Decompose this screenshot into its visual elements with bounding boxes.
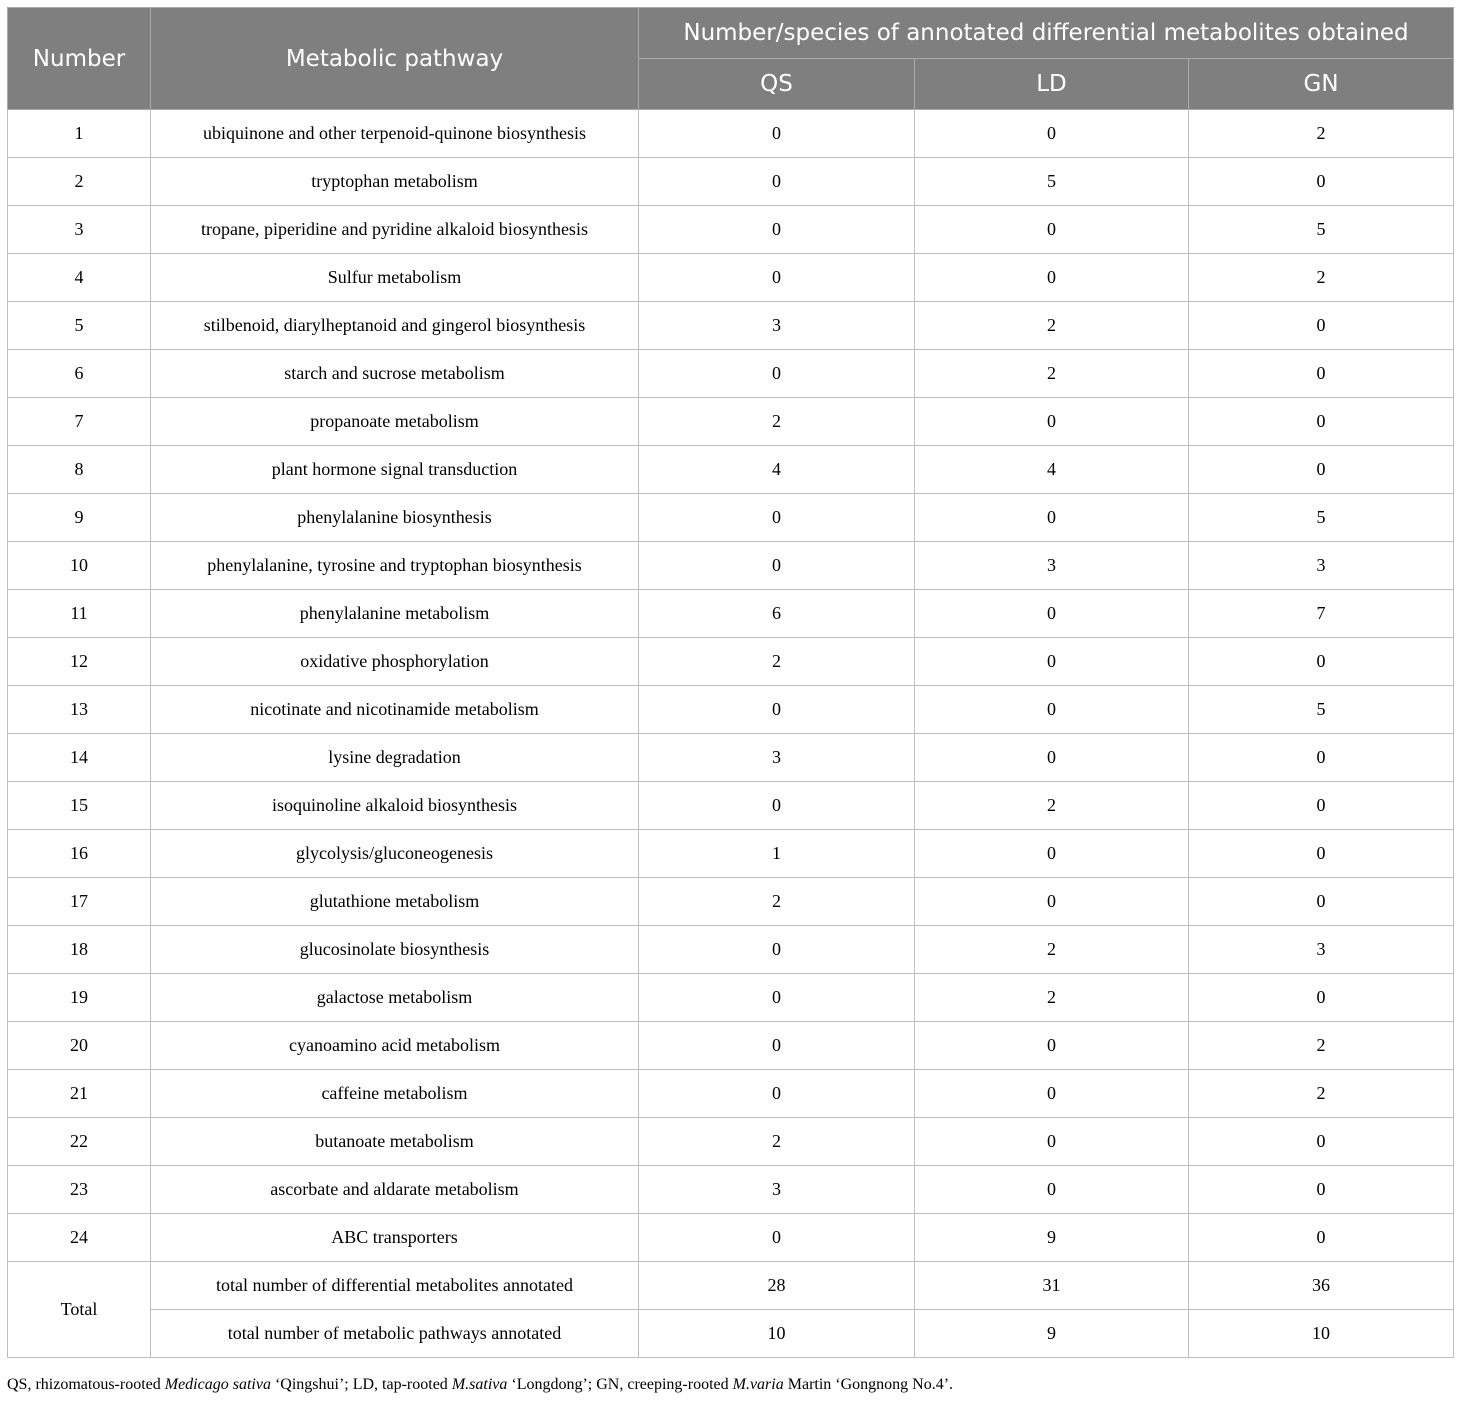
table-footnote xyxy=(7,1376,953,1394)
row-gn-cell: 0 xyxy=(1189,302,1454,350)
table-row xyxy=(8,350,1454,398)
row-number-cell: 12 xyxy=(8,638,151,686)
row-pathway-cell: stilbenoid, diarylheptanoid and gingerol biosynthesis xyxy=(151,302,639,350)
row-qs-cell: 2 xyxy=(639,878,915,926)
row-gn-cell: 0 xyxy=(1189,1118,1454,1166)
row-pathway-cell: butanoate metabolism xyxy=(151,1118,639,1166)
row-gn-cell: 0 xyxy=(1189,1214,1454,1262)
row-number-cell: 1 xyxy=(8,110,151,158)
table-row xyxy=(8,734,1454,782)
row-number-cell: 14 xyxy=(8,734,151,782)
row-pathway-cell: tropane, piperidine and pyridine alkaloid biosynthesis xyxy=(151,206,639,254)
row-number-cell: 18 xyxy=(8,926,151,974)
total-metabolites-gn: 36 xyxy=(1189,1262,1454,1310)
total-metabolites-qs: 28 xyxy=(639,1262,915,1310)
row-gn-cell: 5 xyxy=(1189,686,1454,734)
table-row xyxy=(8,542,1454,590)
row-pathway-cell: caffeine metabolism xyxy=(151,1070,639,1118)
row-qs-cell: 1 xyxy=(639,830,915,878)
table-row xyxy=(8,398,1454,446)
table-body xyxy=(8,110,1454,1262)
row-number-cell: 19 xyxy=(8,974,151,1022)
row-number-cell: 5 xyxy=(8,302,151,350)
table-row xyxy=(8,974,1454,1022)
row-qs-cell: 2 xyxy=(639,1118,915,1166)
table-row xyxy=(8,1166,1454,1214)
row-gn-cell: 3 xyxy=(1189,542,1454,590)
row-pathway-cell: isoquinoline alkaloid biosynthesis xyxy=(151,782,639,830)
table-row xyxy=(8,494,1454,542)
row-number-cell: 23 xyxy=(8,1166,151,1214)
row-gn-cell: 0 xyxy=(1189,398,1454,446)
row-ld-cell: 5 xyxy=(915,158,1189,206)
row-gn-cell: 0 xyxy=(1189,830,1454,878)
row-number-cell: 21 xyxy=(8,1070,151,1118)
header-pathway: Metabolic pathway xyxy=(151,8,639,110)
row-qs-cell: 0 xyxy=(639,350,915,398)
row-qs-cell: 4 xyxy=(639,446,915,494)
row-ld-cell: 2 xyxy=(915,926,1189,974)
row-pathway-cell: lysine degradation xyxy=(151,734,639,782)
row-ld-cell: 0 xyxy=(915,1022,1189,1070)
row-ld-cell: 0 xyxy=(915,590,1189,638)
row-gn-cell: 2 xyxy=(1189,1022,1454,1070)
table-totals xyxy=(8,1262,1454,1358)
row-qs-cell: 0 xyxy=(639,542,915,590)
row-qs-cell: 2 xyxy=(639,638,915,686)
table-row xyxy=(8,1070,1454,1118)
row-pathway-cell: ABC transporters xyxy=(151,1214,639,1262)
table-row xyxy=(8,206,1454,254)
total-row-metabolites xyxy=(8,1262,1454,1310)
total-pathways-ld: 9 xyxy=(915,1310,1189,1358)
row-ld-cell: 0 xyxy=(915,254,1189,302)
row-ld-cell: 0 xyxy=(915,494,1189,542)
footnote-text-3: ‘Longdong’; GN, creeping-rooted xyxy=(507,1376,733,1393)
row-pathway-cell: ascorbate and aldarate metabolism xyxy=(151,1166,639,1214)
row-number-cell: 8 xyxy=(8,446,151,494)
row-number-cell: 22 xyxy=(8,1118,151,1166)
row-number-cell: 9 xyxy=(8,494,151,542)
row-pathway-cell: phenylalanine biosynthesis xyxy=(151,494,639,542)
row-qs-cell: 0 xyxy=(639,1070,915,1118)
footnote-species-1: Medicago sativa xyxy=(164,1376,271,1393)
table-container xyxy=(7,7,1453,1358)
row-pathway-cell: tryptophan metabolism xyxy=(151,158,639,206)
row-ld-cell: 0 xyxy=(915,1070,1189,1118)
row-ld-cell: 9 xyxy=(915,1214,1189,1262)
table-row xyxy=(8,686,1454,734)
row-ld-cell: 0 xyxy=(915,110,1189,158)
row-gn-cell: 0 xyxy=(1189,974,1454,1022)
row-pathway-cell: phenylalanine, tyrosine and tryptophan biosynthesis xyxy=(151,542,639,590)
row-gn-cell: 0 xyxy=(1189,350,1454,398)
footnote-text-4: Martin ‘Gongnong No.4’. xyxy=(783,1376,954,1393)
row-qs-cell: 0 xyxy=(639,158,915,206)
row-ld-cell: 2 xyxy=(915,782,1189,830)
total-label: Total xyxy=(8,1262,151,1358)
row-ld-cell: 0 xyxy=(915,398,1189,446)
header-number: Number xyxy=(8,8,151,110)
table-row xyxy=(8,110,1454,158)
row-ld-cell: 0 xyxy=(915,734,1189,782)
row-gn-cell: 0 xyxy=(1189,1166,1454,1214)
row-ld-cell: 0 xyxy=(915,638,1189,686)
table-row xyxy=(8,446,1454,494)
header-qs: QS xyxy=(639,59,915,110)
row-qs-cell: 3 xyxy=(639,1166,915,1214)
row-number-cell: 6 xyxy=(8,350,151,398)
total-metabolites-ld: 31 xyxy=(915,1262,1189,1310)
row-pathway-cell: cyanoamino acid metabolism xyxy=(151,1022,639,1070)
footnote-species-3: M.varia xyxy=(732,1376,784,1393)
row-number-cell: 20 xyxy=(8,1022,151,1070)
row-pathway-cell: propanoate metabolism xyxy=(151,398,639,446)
total-metabolites-label: total number of differential metabolites annotated xyxy=(151,1262,639,1310)
row-pathway-cell: Sulfur metabolism xyxy=(151,254,639,302)
table-row xyxy=(8,1022,1454,1070)
row-qs-cell: 0 xyxy=(639,686,915,734)
row-number-cell: 11 xyxy=(8,590,151,638)
row-ld-cell: 3 xyxy=(915,542,1189,590)
table-row xyxy=(8,830,1454,878)
row-number-cell: 16 xyxy=(8,830,151,878)
row-pathway-cell: plant hormone signal transduction xyxy=(151,446,639,494)
footnote-text-2: ‘Qingshui’; LD, tap-rooted xyxy=(270,1376,452,1393)
row-qs-cell: 0 xyxy=(639,974,915,1022)
row-gn-cell: 2 xyxy=(1189,1070,1454,1118)
row-gn-cell: 0 xyxy=(1189,734,1454,782)
row-qs-cell: 2 xyxy=(639,398,915,446)
row-qs-cell: 6 xyxy=(639,590,915,638)
total-row-pathways xyxy=(8,1310,1454,1358)
row-qs-cell: 0 xyxy=(639,782,915,830)
row-number-cell: 7 xyxy=(8,398,151,446)
row-number-cell: 15 xyxy=(8,782,151,830)
table-row xyxy=(8,926,1454,974)
table-row xyxy=(8,1214,1454,1262)
row-qs-cell: 0 xyxy=(639,1022,915,1070)
row-qs-cell: 3 xyxy=(639,734,915,782)
row-pathway-cell: phenylalanine metabolism xyxy=(151,590,639,638)
header-ld: LD xyxy=(915,59,1189,110)
total-pathways-label: total number of metabolic pathways annotated xyxy=(151,1310,639,1358)
row-gn-cell: 0 xyxy=(1189,782,1454,830)
table-header xyxy=(8,8,1454,110)
row-number-cell: 2 xyxy=(8,158,151,206)
row-pathway-cell: galactose metabolism xyxy=(151,974,639,1022)
footnote-text-1: QS, rhizomatous-rooted xyxy=(7,1376,165,1393)
row-gn-cell: 7 xyxy=(1189,590,1454,638)
row-qs-cell: 0 xyxy=(639,110,915,158)
row-gn-cell: 2 xyxy=(1189,110,1454,158)
table-row xyxy=(8,638,1454,686)
header-group: Number/species of annotated differential metabolites obtained xyxy=(639,8,1454,59)
table-row xyxy=(8,254,1454,302)
row-qs-cell: 0 xyxy=(639,1214,915,1262)
row-number-cell: 10 xyxy=(8,542,151,590)
row-gn-cell: 0 xyxy=(1189,878,1454,926)
row-gn-cell: 5 xyxy=(1189,494,1454,542)
table-row xyxy=(8,158,1454,206)
row-ld-cell: 0 xyxy=(915,878,1189,926)
metabolic-pathway-table xyxy=(7,7,1454,1358)
table-row xyxy=(8,782,1454,830)
row-pathway-cell: nicotinate and nicotinamide metabolism xyxy=(151,686,639,734)
row-ld-cell: 2 xyxy=(915,350,1189,398)
table-row xyxy=(8,302,1454,350)
row-ld-cell: 4 xyxy=(915,446,1189,494)
row-gn-cell: 3 xyxy=(1189,926,1454,974)
header-gn: GN xyxy=(1189,59,1454,110)
row-pathway-cell: oxidative phosphorylation xyxy=(151,638,639,686)
row-number-cell: 17 xyxy=(8,878,151,926)
total-pathways-qs: 10 xyxy=(639,1310,915,1358)
row-ld-cell: 0 xyxy=(915,830,1189,878)
row-ld-cell: 0 xyxy=(915,206,1189,254)
row-gn-cell: 2 xyxy=(1189,254,1454,302)
row-qs-cell: 3 xyxy=(639,302,915,350)
row-pathway-cell: ubiquinone and other terpenoid-quinone biosynthesis xyxy=(151,110,639,158)
row-qs-cell: 0 xyxy=(639,926,915,974)
row-pathway-cell: glutathione metabolism xyxy=(151,878,639,926)
row-gn-cell: 5 xyxy=(1189,206,1454,254)
row-gn-cell: 0 xyxy=(1189,158,1454,206)
table-row xyxy=(8,1118,1454,1166)
row-ld-cell: 0 xyxy=(915,1118,1189,1166)
row-pathway-cell: starch and sucrose metabolism xyxy=(151,350,639,398)
table-row xyxy=(8,590,1454,638)
row-qs-cell: 0 xyxy=(639,206,915,254)
row-number-cell: 4 xyxy=(8,254,151,302)
row-number-cell: 3 xyxy=(8,206,151,254)
row-gn-cell: 0 xyxy=(1189,446,1454,494)
total-pathways-gn: 10 xyxy=(1189,1310,1454,1358)
row-ld-cell: 0 xyxy=(915,1166,1189,1214)
row-pathway-cell: glucosinolate biosynthesis xyxy=(151,926,639,974)
row-pathway-cell: glycolysis/gluconeogenesis xyxy=(151,830,639,878)
table-row xyxy=(8,878,1454,926)
row-ld-cell: 2 xyxy=(915,302,1189,350)
row-qs-cell: 0 xyxy=(639,494,915,542)
row-number-cell: 13 xyxy=(8,686,151,734)
row-qs-cell: 0 xyxy=(639,254,915,302)
footnote-species-2: M.sativa xyxy=(451,1376,508,1393)
row-ld-cell: 2 xyxy=(915,974,1189,1022)
row-gn-cell: 0 xyxy=(1189,638,1454,686)
row-ld-cell: 0 xyxy=(915,686,1189,734)
row-number-cell: 24 xyxy=(8,1214,151,1262)
